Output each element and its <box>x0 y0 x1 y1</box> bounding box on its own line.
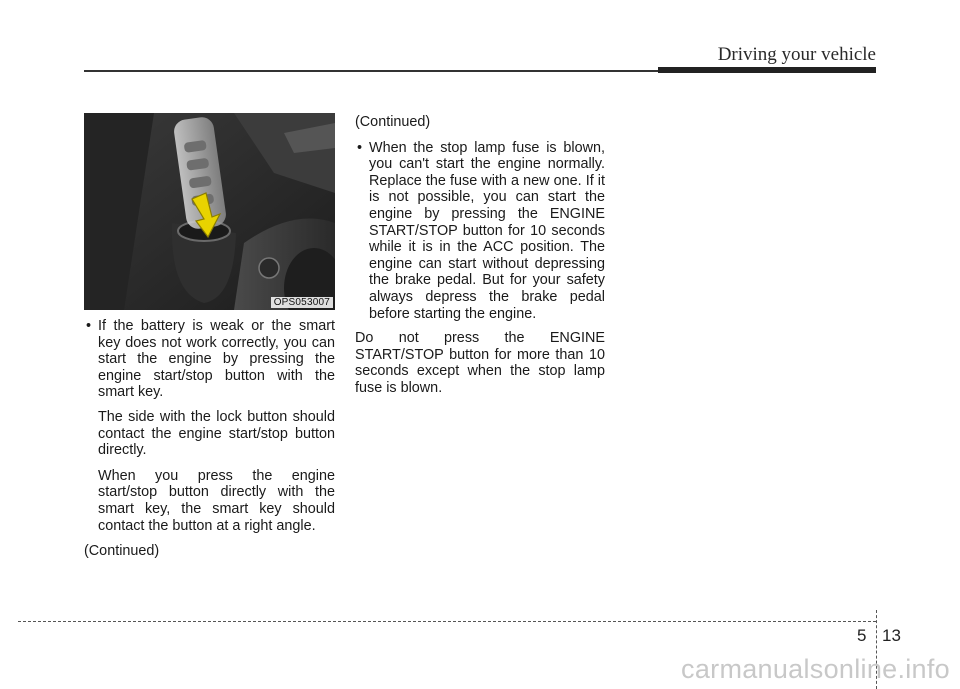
right-bullet-1 <box>355 140 605 323</box>
figure-photo <box>84 113 335 310</box>
watermark: carmanualsonline.info <box>681 654 950 684</box>
footer-dashed-rule <box>18 621 876 622</box>
right-continued: (Continued) <box>355 114 431 130</box>
left-bullet-1 <box>84 318 335 401</box>
page-number: 13 <box>882 626 901 645</box>
header-rule-thin <box>84 70 660 72</box>
chapter-number: 5 <box>857 626 867 645</box>
smart-key-on-start-button-photo-icon <box>84 113 335 310</box>
left-para-1: The side with the lock button should contact the engine start/stop button directly. <box>98 408 335 459</box>
figure-code: OPS053007 <box>271 297 333 308</box>
left-continued: (Continued) <box>84 543 160 560</box>
bullet-dot: • <box>86 318 92 334</box>
left-bullet-1-text: If the battery is weak or the smart key does not work correctly, you can start the engine by pressing the engine start/stop button with the smart key. <box>98 318 335 401</box>
header-title: Driving your vehicle <box>717 44 876 65</box>
header-rule-thick <box>658 67 876 73</box>
right-bullet-1-text: When the stop lamp fuse is blown, you can't start the engine normally. Replace the fuse with a new one. If it is not possible, you can start the engine by pressing the ENGINE START/STOP button for 10 seconds while it is in the ACC position. The engine can start without depressing the brake pedal. But for your safety always depress the brake pedal before starting the engine. <box>369 139 605 322</box>
left-para-2: When you press the engine start/stop button directly with the smart key, the smart key should contact the button at a right angle. <box>98 467 335 534</box>
left-column <box>84 318 335 569</box>
right-column <box>355 114 605 406</box>
bullet-dot: • <box>357 139 363 156</box>
right-para-1: Do not press the ENGINE START/STOP button for more than 10 seconds except when the stop lamp fuse is blown. <box>355 330 605 396</box>
